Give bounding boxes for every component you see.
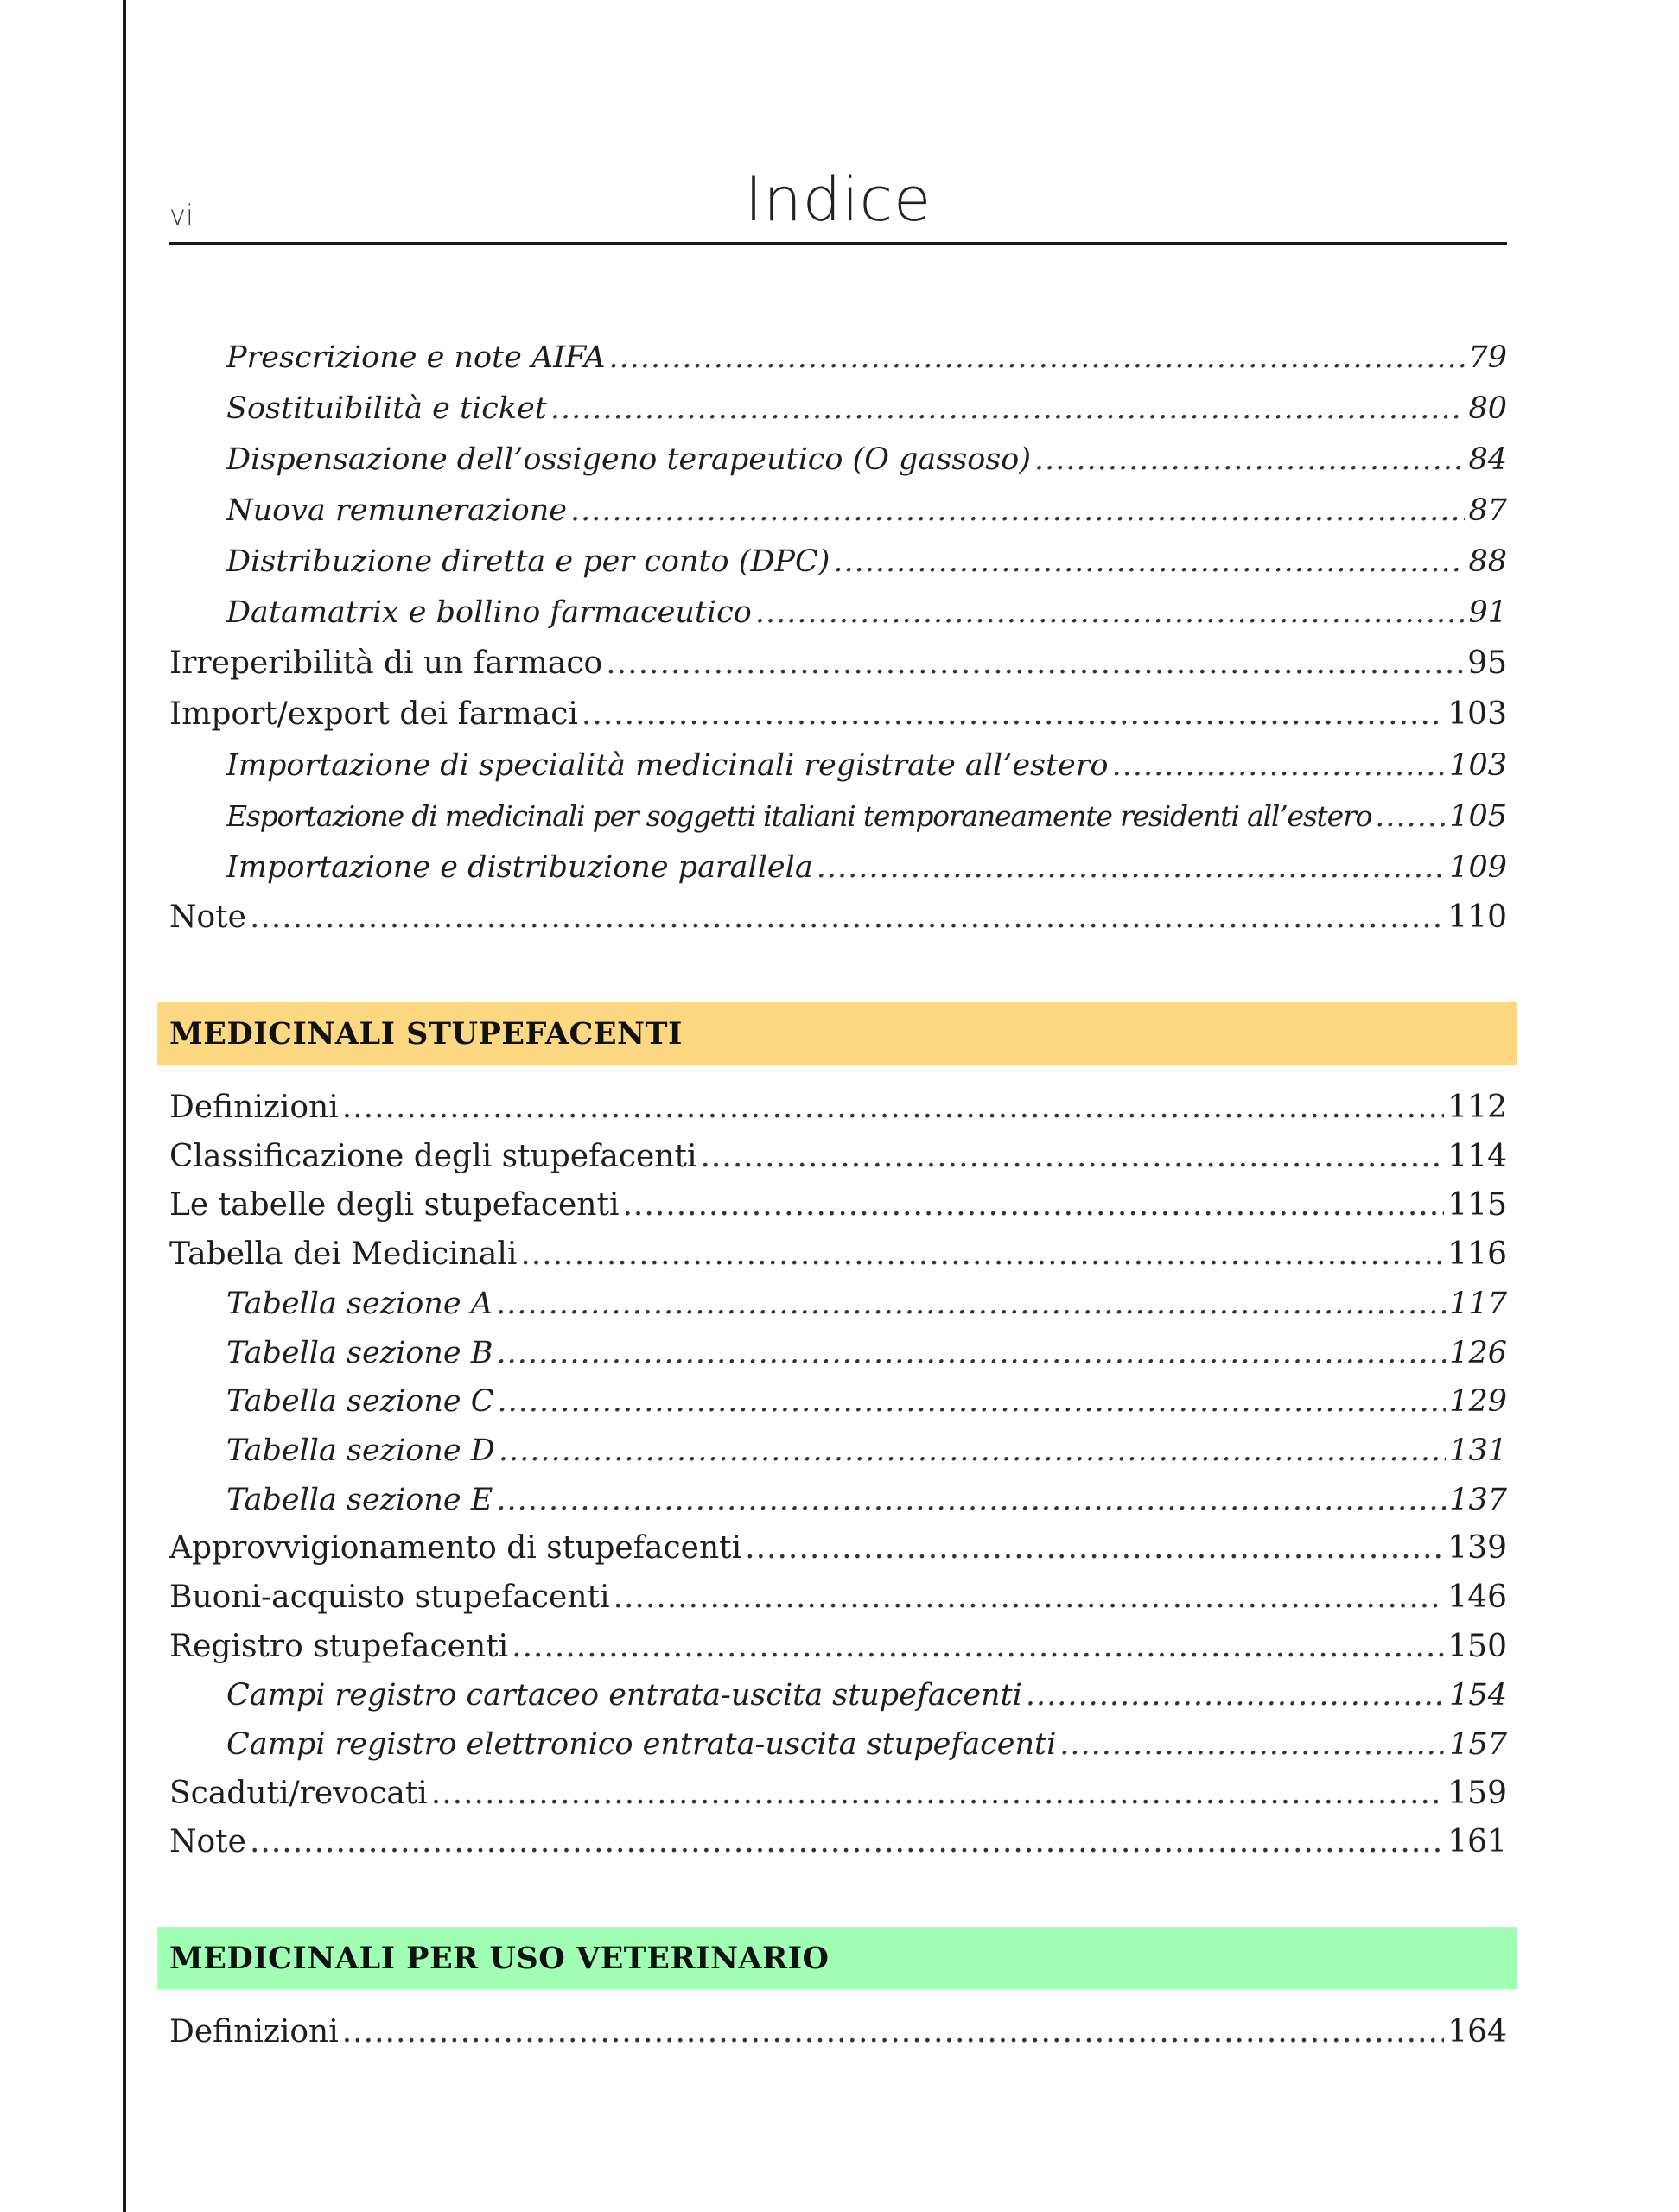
toc-entry-label: Tabella sezione D — [226, 1433, 495, 1468]
toc-entry[interactable] — [169, 2013, 1507, 2051]
toc-entry[interactable] — [169, 1529, 1507, 1567]
toc-entry[interactable] — [169, 696, 1507, 734]
dot-leader — [431, 1775, 1445, 1813]
toc-entry-label: Datamatrix e bollino farmaceutico — [226, 595, 752, 630]
toc-entry-page: 126 — [1449, 1336, 1507, 1370]
toc-entry[interactable] — [169, 1186, 1507, 1224]
toc-entry-label: Importazione di specialità medicinali registrate all’estero — [226, 748, 1109, 783]
toc-entry-page: 84 — [1468, 442, 1507, 477]
toc-entry[interactable] — [226, 747, 1507, 785]
toc-entry[interactable] — [226, 441, 1507, 479]
toc-entry[interactable] — [226, 492, 1507, 530]
toc-entry[interactable] — [226, 594, 1507, 632]
dot-leader — [342, 1089, 1445, 1127]
toc-entry-label: Distribuzione diretta e per conto (DPC) — [226, 544, 830, 579]
toc-entry-label: Tabella sezione C — [226, 1384, 494, 1419]
page-title: Indice — [744, 164, 932, 235]
toc-entry-page: 79 — [1468, 340, 1507, 375]
toc-entry-label: Esportazione di medicinali per soggetti italiani temporaneamente residenti all’estero — [226, 799, 1372, 833]
left-margin-rule — [123, 0, 126, 2212]
toc-entry[interactable] — [169, 1089, 1507, 1127]
dot-leader — [550, 390, 1466, 428]
toc-entry-page: 117 — [1449, 1287, 1507, 1321]
toc-entry-label: Classificazione degli stupefacenti — [169, 1139, 697, 1174]
toc-entry[interactable] — [226, 1382, 1507, 1421]
toc-entry-label: Nuova remunerazione — [226, 493, 567, 528]
dot-leader — [582, 696, 1444, 734]
dot-leader — [496, 1481, 1446, 1519]
dot-leader — [250, 899, 1444, 937]
toc-entry[interactable] — [169, 1138, 1507, 1176]
toc-entry-label: Tabella sezione E — [226, 1483, 493, 1517]
toc-entry-page: 146 — [1447, 1580, 1507, 1615]
toc-entry-page: 105 — [1449, 799, 1507, 834]
toc-entry[interactable] — [169, 899, 1507, 937]
toc-entry-label: Registro stupefacenti — [169, 1629, 509, 1664]
page-number: vi — [169, 199, 194, 232]
page-header — [169, 164, 1507, 245]
toc-entry-label: Buoni-acquisto stupefacenti — [169, 1580, 610, 1615]
dot-leader — [570, 492, 1465, 530]
dot-leader — [520, 1236, 1444, 1274]
toc-entry-page: 80 — [1468, 391, 1507, 426]
dot-leader — [1059, 1726, 1446, 1764]
dot-leader — [250, 1823, 1444, 1861]
toc-entry[interactable] — [226, 390, 1507, 428]
dot-leader — [496, 1285, 1446, 1323]
toc-entry-page: 129 — [1449, 1384, 1507, 1419]
toc-entry-label: Prescrizione e note AIFA — [226, 340, 606, 375]
toc-entry-page: 87 — [1468, 493, 1507, 528]
dot-leader — [499, 1432, 1446, 1470]
toc-entry[interactable] — [226, 1481, 1507, 1519]
dot-leader — [622, 1186, 1444, 1224]
dot-leader — [512, 1628, 1444, 1666]
toc-entry-label: Definizioni — [169, 2014, 339, 2050]
dot-leader — [755, 594, 1466, 632]
toc-entry-label: Note — [169, 899, 246, 935]
toc-entry-label: Sostituibilità e ticket — [226, 391, 547, 426]
toc-entry[interactable] — [226, 1676, 1507, 1714]
toc-entry-page: 131 — [1449, 1433, 1507, 1468]
toc-entry[interactable] — [226, 543, 1507, 581]
dot-leader — [833, 543, 1465, 581]
toc-entry[interactable] — [226, 1285, 1507, 1323]
toc-entry-page: 103 — [1447, 696, 1507, 732]
toc-entry[interactable] — [169, 1579, 1507, 1617]
toc-entry-page: 116 — [1447, 1236, 1507, 1272]
toc-entry-label: Dispensazione dell’ossigeno terapeutico (O gassoso) — [226, 442, 1031, 477]
toc-entry-label: Tabella dei Medicinali — [169, 1236, 518, 1272]
dot-leader — [498, 1382, 1447, 1421]
toc-entry-page: 154 — [1449, 1678, 1507, 1713]
toc-entry-page: 159 — [1447, 1776, 1507, 1811]
toc-entry-label: Note — [169, 1824, 246, 1859]
toc-entry[interactable] — [226, 1334, 1507, 1372]
toc-entry-label: Campi registro elettronico entrata-uscita stupefacenti — [226, 1727, 1057, 1762]
dot-leader — [1375, 798, 1446, 836]
toc-entry-page: 103 — [1449, 748, 1507, 783]
toc-entry-label: Import/export dei farmaci — [169, 696, 578, 732]
toc-entry-label: Approvvigionamento di stupefacenti — [169, 1530, 742, 1566]
toc-entry-page: 95 — [1467, 645, 1507, 681]
toc-entry[interactable] — [226, 339, 1507, 377]
toc-entry-page: 115 — [1447, 1187, 1507, 1223]
dot-leader — [614, 1579, 1445, 1617]
toc-entry[interactable] — [226, 798, 1507, 836]
toc-entry-label: Scaduti/revocati — [169, 1776, 428, 1811]
section-header-stupefacenti: MEDICINALI STUPEFACENTI — [157, 1002, 1517, 1065]
section-header-veterinario: MEDICINALI PER USO VETERINARIO — [157, 1927, 1517, 1989]
dot-leader — [606, 645, 1464, 683]
toc-entry-page: 91 — [1468, 595, 1507, 630]
toc-entry-label: Tabella sezione B — [226, 1336, 493, 1370]
toc-entry[interactable] — [169, 1775, 1507, 1813]
dot-leader — [1112, 747, 1447, 785]
toc-entry-label: Definizioni — [169, 1090, 339, 1125]
toc-entry-page: 110 — [1447, 899, 1507, 935]
toc-entry[interactable] — [169, 1628, 1507, 1666]
toc-entry[interactable] — [169, 1236, 1507, 1274]
dot-leader — [342, 2013, 1445, 2051]
toc-entry-page: 139 — [1447, 1530, 1507, 1566]
toc-entry[interactable] — [226, 1432, 1507, 1470]
toc-entry-label: Tabella sezione A — [226, 1287, 493, 1321]
toc-entry-label: Importazione e distribuzione parallela — [226, 850, 813, 885]
toc-entry-page: 157 — [1449, 1727, 1507, 1762]
toc-entry[interactable] — [226, 1726, 1507, 1764]
toc-entry[interactable] — [169, 1823, 1507, 1861]
dot-leader — [1034, 441, 1465, 479]
toc-entry[interactable] — [169, 645, 1507, 683]
toc-entry[interactable] — [226, 849, 1507, 887]
toc-entry-page: 109 — [1449, 850, 1507, 885]
dot-leader — [700, 1138, 1444, 1176]
toc-entry-page: 161 — [1447, 1824, 1507, 1859]
toc-entry-page: 88 — [1468, 544, 1507, 579]
dot-leader — [745, 1529, 1444, 1567]
toc-entry-label: Irreperibilità di un farmaco — [169, 645, 603, 681]
toc-entry-page: 112 — [1447, 1090, 1507, 1125]
toc-entry-page: 114 — [1447, 1139, 1507, 1174]
toc-entry-label: Campi registro cartaceo entrata-uscita stupefacenti — [226, 1678, 1022, 1713]
toc-entry-page: 150 — [1447, 1629, 1507, 1664]
dot-leader — [496, 1334, 1446, 1372]
toc-entry-label: Le tabelle degli stupefacenti — [169, 1187, 620, 1223]
dot-leader — [817, 849, 1446, 887]
dot-leader — [609, 339, 1466, 377]
toc-entry-page: 137 — [1449, 1483, 1507, 1517]
dot-leader — [1026, 1676, 1446, 1714]
toc-entry-page: 164 — [1447, 2014, 1507, 2050]
